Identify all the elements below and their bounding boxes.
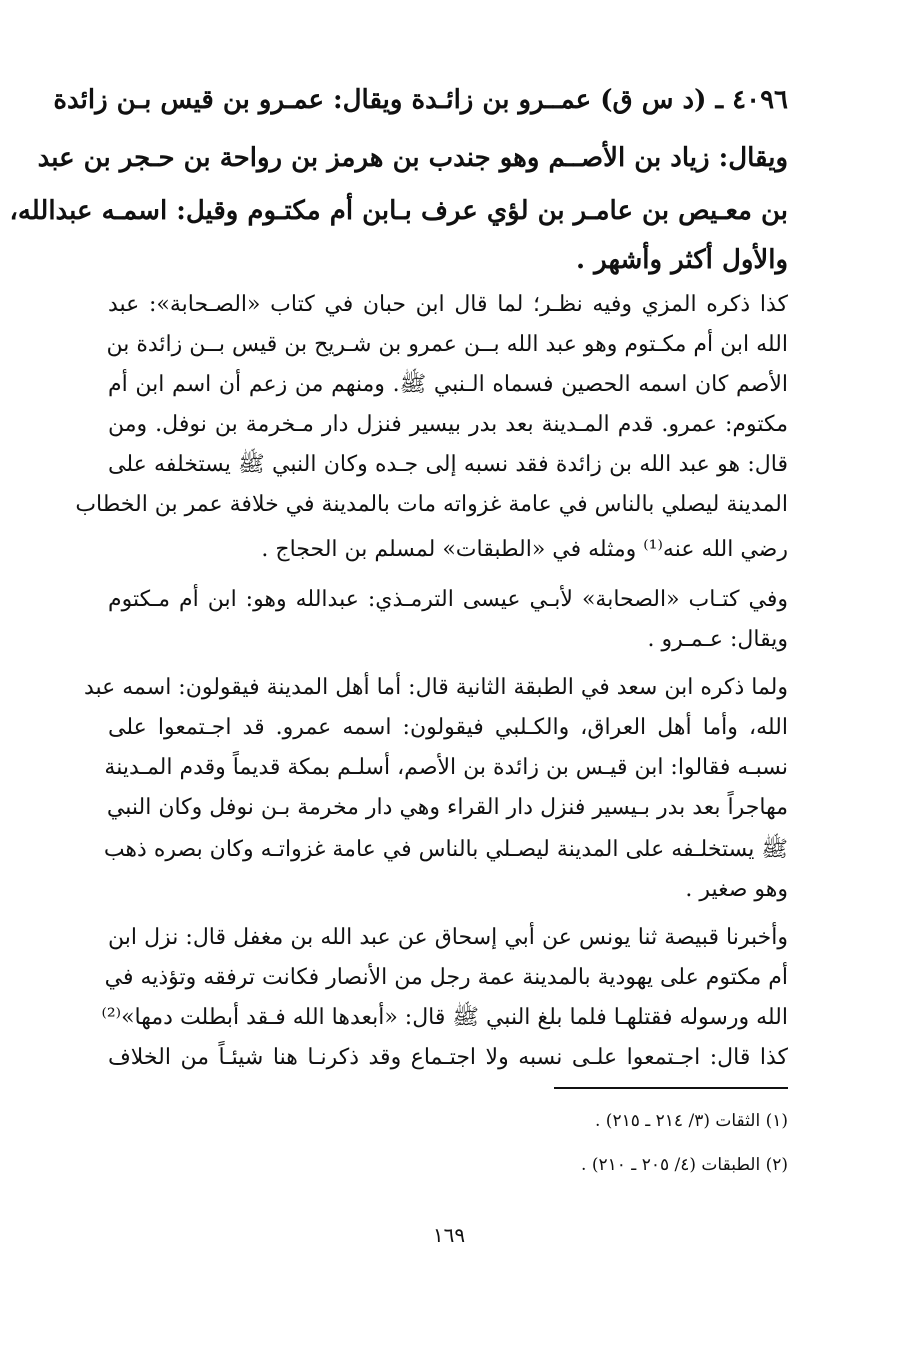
entry-line-4: والأول أكثر وأشهر . (576, 245, 788, 275)
paragraph-1-line-6: المدينة ليصلي بالناس في عامة غزواته مات بالمدينة في خلافة عمر بن الخطاب (75, 492, 788, 517)
entry-line-3: بن معـيص بن عامـر بن لؤي عرف بـابن أم مكتـوم وقيل: اسمـه عبدالله، (9, 196, 788, 226)
footnote-2: (٢) الطبقات (٤/ ٢٠٥ ـ ٢١٠) . (581, 1155, 788, 1175)
paragraph-1-line-5: قال: هو عبد الله بن زائدة فقد نسبه إلى جـده وكان النبي ﷺ يستخلفه على (108, 452, 788, 477)
paragraph-2-line-2: ويقال: عـمـرو . (647, 627, 788, 652)
footnote-divider (554, 1087, 788, 1089)
paragraph-3-line-4: مهاجراً بعد بدر بـيسير فنزل دار القراء وهي دار مخرمة بـن نوفل وكان النبي (106, 795, 788, 820)
paragraph-4-line-2: أم مكتوم على يهودية بالمدينة عمة رجل من الأنصار فكانت ترفقه وتؤذيه في (104, 965, 788, 990)
paragraph-4-line-4: كذا قال: اجـتمعوا علـى نسبه ولا اجتـماع وقد ذكرنـا هنا شيئـاً من الخلاف (108, 1045, 788, 1070)
paragraph-4-line-3: الله ورسوله فقتلهـا فلما بلغ النبي ﷺ قال: «أبعدها الله فـقد أبطلت دمها»⁽²⁾ (101, 1005, 788, 1030)
paragraph-1-line-7: رضي الله عنه⁽¹⁾ ومثله في «الطبقات» لمسلم بن الحجاج . (261, 537, 788, 562)
paragraph-1-line-4: مكتوم: عمرو. قدم المـدينة بعد بدر بيسير فنزل دار مـخرمة بن نوفل. ومن (108, 412, 788, 437)
paragraph-4-line-1: وأخبرنا قبيصة ثنا يونس عن أبي إسحاق عن عبد الله بن مغفل قال: نزل ابن (108, 925, 788, 950)
paragraph-1-line-1: كذا ذكره المزي وفيه نظـر؛ لما قال ابن حبان في كتاب «الصـحابة»: عبد (108, 292, 788, 317)
paragraph-3-line-5: ﷺ يستخلـفه على المدينة ليصـلي بالناس في عامة غزواتـه وكان بصره ذهب (103, 837, 788, 862)
entry-line-2: ويقال: زياد بن الأصــم وهو جندب بن هرمز بن رواحة بن حـجر بن عبد (37, 143, 788, 173)
entry-line-1: ٤٠٩٦ ـ (د س ق) عمــرو بن زائـدة ويقال: عمـرو بن قيس بـن زائدة (53, 85, 788, 115)
page-number: ١٦٩ (432, 1223, 466, 1247)
paragraph-3-line-1: ولما ذكره ابن سعد في الطبقة الثانية قال: أما أهل المدينة فيقولون: اسمه عبد (83, 675, 788, 700)
paragraph-1-line-3: الأصم كان اسمه الحصين فسماه الـنبي ﷺ. ومنهم من زعم أن اسم ابن أم (108, 372, 788, 397)
paragraph-1-line-2: الله ابن أم مكـتوم وهو عبد الله بــن عمرو بن شـريح بن قيس بــن زائدة بن (106, 332, 788, 357)
paragraph-3-line-3: نسبـه فقالوا: ابن قيـس بن زائدة بن الأصم، أسلـم بمكة قديماً وقدم المـدينة (104, 755, 788, 780)
paragraph-3-line-6: وهو صغير . (685, 877, 788, 902)
paragraph-2-line-1: وفي كتـاب «الصحابة» لأبـي عيسى الترمـذي: عبدالله وهو: ابن أم مـكتوم (108, 587, 788, 612)
footnote-1: (١) الثقات (٣/ ٢١٤ ـ ٢١٥) . (594, 1111, 788, 1131)
paragraph-3-line-2: الله، وأما أهل العراق، والكـلبي فيقولون: اسمه عمرو. قد اجـتمعوا على (108, 715, 788, 740)
